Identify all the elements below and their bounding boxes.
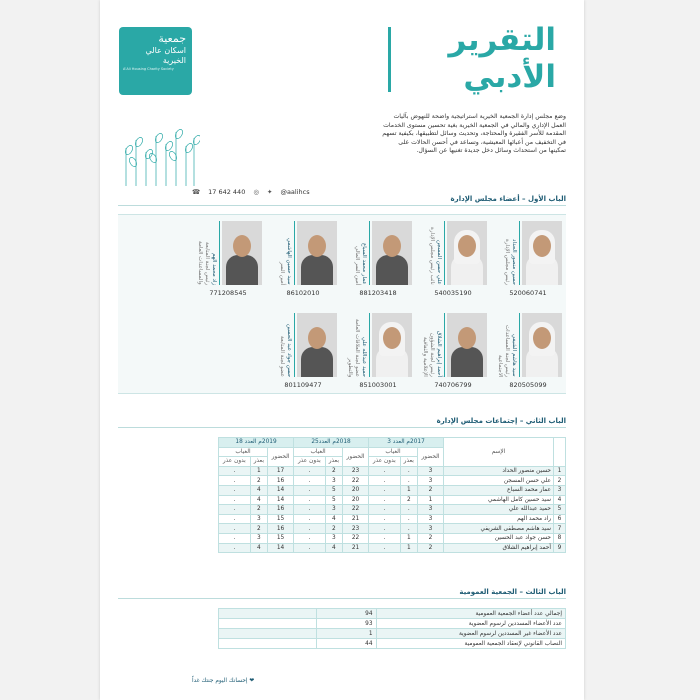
logo-text-1: جمعية [158,32,186,45]
attendance-cell: . [219,533,251,543]
col-attend: الحضور [417,447,443,466]
attendance-cell: . [294,514,326,524]
attendance-cell: 3 [417,476,443,486]
member-photo [222,221,262,285]
board-member-card [419,313,487,391]
member-name-cell: حسين منصور الحداد [444,466,554,476]
attendance-cell: 2 [417,485,443,495]
assembly-blank [219,619,317,629]
table-row [219,639,566,649]
attendance-cell: . [294,533,326,543]
row-number: 3 [554,485,566,495]
col-excused: بعذر [250,457,267,467]
assembly-blank [219,639,317,649]
board-member-card [194,221,262,299]
plant-illustration [118,118,200,186]
attendance-cell: . [219,476,251,486]
table-row [219,514,566,524]
member-photo [372,221,412,285]
col-excused: بعذر [325,457,342,467]
assembly-label: عدد الأعضاء المسددين لرسوم العضوية [376,619,565,629]
attendance-cell: . [294,466,326,476]
member-name: سيد هاشم الشيفي [511,334,517,377]
attendance-cell: 14 [268,495,294,505]
attendance-cell: . [219,466,251,476]
table-row [219,466,566,476]
member-face [308,235,326,257]
member-photo [522,221,562,285]
row-number: 8 [554,533,566,543]
attendance-cell: 3 [250,533,267,543]
attendance-cell: . [369,533,401,543]
attendance-cell: . [369,505,401,515]
member-photo [297,221,337,285]
member-phone: 881203418 [359,289,397,297]
table-row [219,485,566,495]
attendance-cell: . [400,514,417,524]
attendance-cell: 22 [342,505,368,515]
attendance-cell: . [294,543,326,553]
instagram-icon[interactable]: ◎ [253,188,259,196]
member-photo [372,313,412,377]
attendance-cell: 1 [417,495,443,505]
report-page [100,0,584,700]
section-1-header: الباب الأول – أعضاء مجلس الإدارة [118,195,566,206]
attendance-cell: 22 [342,533,368,543]
assembly-table [218,608,566,649]
attendance-cell: 22 [342,476,368,486]
col-absence: الغياب [369,447,418,457]
member-photo [447,221,487,285]
member-name-cell: علي حسن المسجن [444,476,554,486]
attendance-cell: . [369,466,401,476]
attendance-cell: . [369,476,401,486]
attendance-cell: . [294,524,326,534]
member-photo [297,313,337,377]
member-face [458,235,476,257]
attendance-cell: 3 [250,514,267,524]
member-info [344,313,370,377]
logo-text-2: اسكان عالي [145,46,186,55]
attendance-cell: . [369,543,401,553]
attendance-cell: . [294,485,326,495]
attendance-cell: 3 [325,533,342,543]
member-role: نائب رئيس مجلس الإدارة [429,227,435,285]
attendance-cell: . [294,495,326,505]
member-info [194,221,220,285]
charity-logo [119,27,192,95]
board-member-card [344,313,412,391]
attendance-cell: 2 [250,476,267,486]
attendance-cell: 3 [417,524,443,534]
row-number: 4 [554,495,566,505]
attendance-cell: 20 [342,485,368,495]
member-name: أحمد إبراهيم الشلاق [436,331,442,377]
attendance-cell: 3 [325,505,342,515]
member-phone: 851003001 [359,381,397,389]
table-row [219,495,566,505]
assembly-blank [219,629,317,639]
member-role: رئيس لجنة المساعدات الاجتماعية [497,324,510,377]
page-title [396,22,556,96]
attendance-cell: 15 [268,533,294,543]
col-absence: الغياب [294,447,343,457]
attendance-cell: 2 [250,524,267,534]
attendance-cell: . [219,514,251,524]
col-unexcused: بدون عذر [294,457,326,467]
attendance-cell: 2 [417,533,443,543]
attendance-cell: . [219,505,251,515]
member-role: أمين السر [279,261,285,285]
attendance-cell: 1 [400,543,417,553]
attendance-cell: 1 [250,466,267,476]
col-name: الإسم [444,438,554,467]
member-body [226,255,258,285]
table-row [219,629,566,639]
member-info [494,221,520,285]
twitter-icon[interactable]: ✦ [267,188,273,196]
member-role: رئيس لجنة المتابعة والمساعدات العامة [197,241,210,285]
attendance-cell: . [400,524,417,534]
member-face [233,235,251,257]
member-info [269,221,295,285]
member-face [383,327,401,349]
member-name: حميد عبدالله علي [361,336,367,377]
attendance-cell: 3 [325,476,342,486]
member-phone: 740706799 [434,381,472,389]
board-member-card [269,221,337,299]
attendance-cell: 4 [250,543,267,553]
board-member-card [494,221,562,299]
heart-icon: ❤ [249,678,255,684]
social-handle[interactable]: @aalihcs [280,188,310,196]
attendance-cell: . [400,505,417,515]
attendance-cell: 14 [268,485,294,495]
attendance-cell: . [294,476,326,486]
attendance-cell: 3 [417,514,443,524]
member-role: رئيس مجلس الإدارة [504,239,510,285]
member-face [533,235,551,257]
member-phone: 820505099 [509,381,547,389]
table-row [219,543,566,553]
row-number: 6 [554,514,566,524]
attendance-cell: 2 [325,466,342,476]
assembly-label: النصاب القانوني لإنعقاد الجمعية العمومية [376,639,565,649]
member-name-cell: حميد عبدالله علي [444,505,554,515]
member-name-cell: أحمد إبراهيم الشلاق [444,543,554,553]
attendance-cell: 23 [342,524,368,534]
row-number: 7 [554,524,566,534]
member-name: حسين منصور الحداد [511,238,517,285]
member-name: سيد حسين الهاشمي [286,238,292,285]
member-info [419,313,445,377]
assembly-value: 44 [316,639,376,649]
attendance-cell: 15 [268,514,294,524]
attendance-cell: 3 [417,505,443,515]
attendance-cell: 16 [268,476,294,486]
attendance-cell: 21 [342,514,368,524]
table-row [219,619,566,629]
attendance-cell: . [369,514,401,524]
member-name: علي حسن المسجن [436,240,442,285]
member-info [344,221,370,285]
attendance-cell: . [219,485,251,495]
section-2-header: الباب الثاني – إجتماعات مجلس الإدارة [118,417,566,428]
member-info [419,221,445,285]
member-face [383,235,401,257]
member-body [301,255,333,285]
col-attend: الحضور [268,447,294,466]
attendance-cell: 5 [325,485,342,495]
attendance-cell: 2 [325,524,342,534]
member-face [308,327,326,349]
member-role: أمين السر المالي [354,245,360,285]
intro-paragraph: وضع مجلس إدارة الجمعية الخيرية استراتيجية واضحة للنهوض بآليات العمل الإداري والمالي في الجمعية الخيرية بغية تحسين مستوى الخدمات المقدمة للأسر الفقيرة والمحتاجة، وتحديث وسائل لتطبيقها، بكيفية تسهم في التخفيف من أعبائها المعيشية، وتساعد في أحسن الحالات على تمكينها من استحداث وسائل دخل جديدة تغنيها عن السؤال. [382,113,566,155]
col-year-2019: 2019م العدد 18 [219,438,294,448]
attendance-cell: . [219,495,251,505]
member-body [376,255,408,285]
board-member-card [494,313,562,391]
member-phone: 86102010 [286,289,320,297]
col-excused: بعذر [400,457,417,467]
row-number: 9 [554,543,566,553]
title-line-1: التقرير [448,22,556,58]
member-name-cell: سيد حسين كامل الهاشمي [444,495,554,505]
meetings-table [218,437,566,553]
member-phone: 540035190 [434,289,472,297]
attendance-cell: . [369,495,401,505]
phone-icon: ☎ [192,188,201,196]
contact-phone[interactable]: 17 642 440 [208,188,246,196]
member-face [458,327,476,349]
footer-text: إحسانك اليوم جنتك غداً [192,678,248,684]
assembly-label: عدد الأعضاء غير المسددين لرسوم العضوية [376,629,565,639]
col-year-2018: 2018م العدد25 [294,438,369,448]
member-phone: 520060741 [509,289,547,297]
col-unexcused: بدون عذر [219,457,251,467]
board-member-card [419,221,487,299]
footer-slogan [192,678,254,684]
table-row [219,524,566,534]
member-name-cell: سيد هاشم مصطفى الشريفي [444,524,554,534]
assembly-label: إجمالي عدد أعضاء الجمعية العمومية [376,609,565,619]
assembly-blank [219,609,317,619]
attendance-cell: 16 [268,505,294,515]
member-info [269,313,295,377]
member-body [451,347,483,377]
assembly-value: 94 [316,609,376,619]
attendance-cell: 2 [400,495,417,505]
attendance-cell: 1 [400,533,417,543]
table-row [219,533,566,543]
assembly-value: 93 [316,619,376,629]
member-body [301,347,333,377]
member-name: حسن جواد عبد الحسين [286,323,292,377]
attendance-cell: . [219,543,251,553]
assembly-value: 1 [316,629,376,639]
attendance-cell: 16 [268,524,294,534]
attendance-cell: 2 [250,505,267,515]
attendance-cell: 4 [325,514,342,524]
member-name-cell: حسن جواد عبد الحسين [444,533,554,543]
attendance-cell: . [219,524,251,534]
member-name: زاد محمد الهم [211,252,217,285]
attendance-cell: 4 [325,543,342,553]
member-photo [522,313,562,377]
attendance-cell: 3 [417,466,443,476]
col-unexcused: بدون عذر [369,457,401,467]
attendance-cell: 14 [268,543,294,553]
board-members-grid [118,214,566,394]
col-num [554,438,566,467]
attendance-cell: 17 [268,466,294,476]
attendance-cell: 23 [342,466,368,476]
attendance-cell: . [369,485,401,495]
member-role: عضو لجنة العلاقات العامة والتطوير [347,318,360,377]
member-info [494,313,520,377]
board-member-card [269,313,337,391]
row-number: 2 [554,476,566,486]
logo-english: A'Ali Housing Charity Society [123,67,174,71]
board-member-card [344,221,412,299]
attendance-cell: . [294,505,326,515]
member-face [533,327,551,349]
member-phone: 801109477 [284,381,322,389]
member-name: عمار محمد السباع [361,243,367,285]
attendance-cell: . [369,524,401,534]
attendance-cell: 4 [250,485,267,495]
table-row [219,609,566,619]
member-name-cell: راد محمد الهم [444,514,554,524]
attendance-cell: 4 [250,495,267,505]
col-absence: الغياب [219,447,268,457]
attendance-cell: 1 [400,485,417,495]
member-photo [447,313,487,377]
attendance-cell: . [400,466,417,476]
row-number: 5 [554,505,566,515]
table-row [219,476,566,486]
row-number: 1 [554,466,566,476]
attendance-cell: 20 [342,495,368,505]
attendance-cell: . [400,476,417,486]
table-row [219,505,566,515]
col-year-2017: 2017م العدد 3 [369,438,444,448]
section-3-header: الباب الثالث – الجمعية العمومية [118,588,566,599]
title-line-2: الأدبي [463,59,556,95]
title-accent-bar [388,27,391,92]
member-role: عضو لجنة المتابعة [279,335,285,377]
col-attend: الحضور [342,447,368,466]
logo-text-3: الخيرية [162,56,186,65]
member-role: رئيس لجنة الشؤون الإعلامية والثقافية [422,333,435,377]
member-phone: 771208545 [209,289,247,297]
attendance-cell: 21 [342,543,368,553]
attendance-cell: 5 [325,495,342,505]
attendance-cell: 2 [417,543,443,553]
member-name-cell: عمار محمد السباع [444,485,554,495]
